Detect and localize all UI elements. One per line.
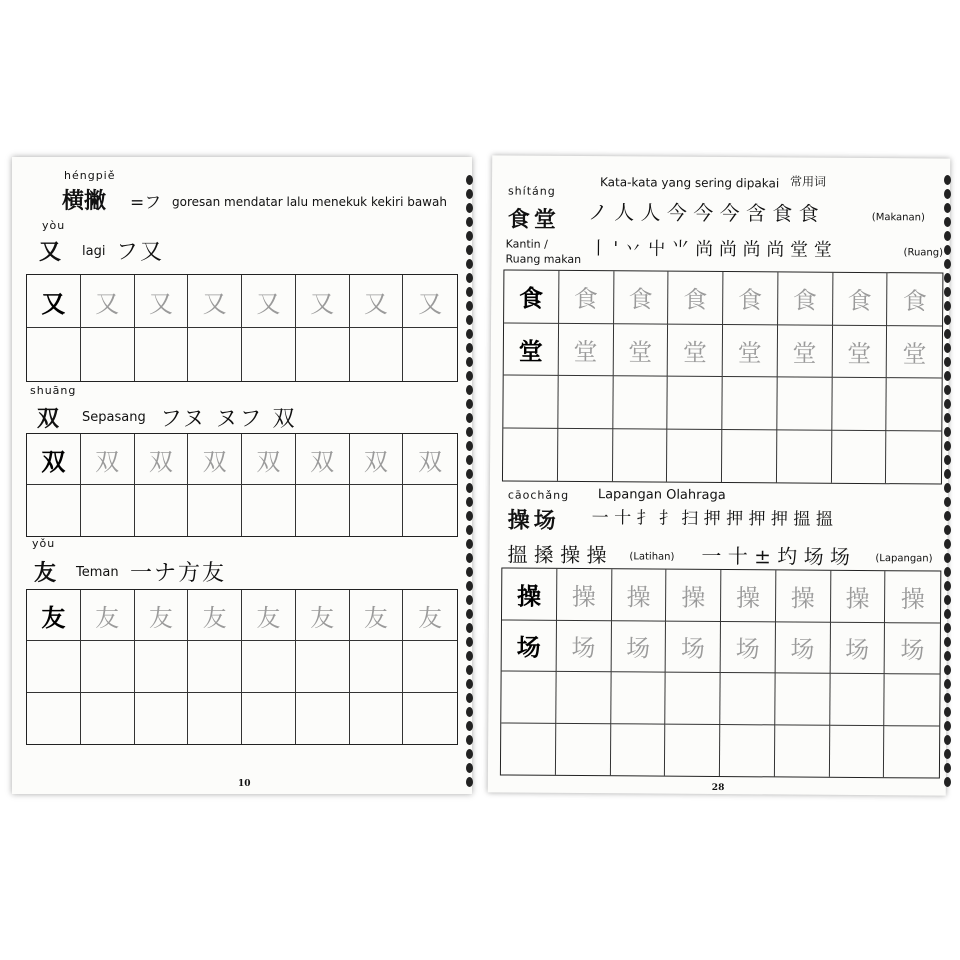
trace-character-cell: 场 (830, 622, 885, 674)
trace-character-cell: 食 (723, 272, 778, 325)
word-stroke-order: ノ 人 人 今 今 今 含 食 食 (587, 200, 819, 226)
empty-practice-cell (350, 693, 404, 744)
spiral-ring (466, 637, 473, 647)
empty-practice-cell (722, 377, 777, 430)
word-pinyin: shítáng (507, 184, 556, 198)
word-stroke-order: 丨 ' 丷 屮 ⺌ 尚 尚 尚 尚 堂 堂 (589, 238, 832, 261)
spiral-ring (466, 469, 473, 479)
empty-practice-cell (667, 429, 722, 482)
spiral-ring (944, 413, 951, 423)
spiral-ring (944, 273, 951, 283)
spiral-ring (944, 539, 951, 549)
spiral-ring (466, 679, 473, 689)
empty-practice-cell (558, 428, 613, 481)
empty-practice-cell (81, 641, 135, 692)
empty-practice-cell (242, 485, 296, 536)
spiral-ring (944, 385, 951, 395)
spiral-ring (466, 777, 473, 787)
spiral-ring (944, 735, 951, 745)
empty-practice-cell (830, 674, 885, 726)
empty-practice-cell (777, 377, 832, 430)
trace-character-cell: 双 (188, 434, 242, 485)
empty-practice-cell (188, 641, 242, 692)
trace-character-cell: 又 (135, 275, 189, 328)
trace-character-cell: 操 (557, 569, 612, 621)
right-workbook-page (488, 155, 950, 795)
empty-practice-cell (81, 693, 135, 744)
spiral-ring (944, 679, 951, 689)
trace-character-cell: 又 (81, 275, 135, 328)
left-workbook-page (12, 157, 472, 794)
trace-character-cell: 又 (403, 275, 457, 328)
empty-practice-cell (720, 725, 775, 777)
trace-character-cell: 双 (403, 434, 457, 485)
page-heading: Kata-kata yang sering dipakai (599, 175, 780, 191)
trace-character-cell: 又 (188, 275, 242, 328)
spiral-ring (466, 175, 473, 185)
spiral-ring (466, 693, 473, 703)
spiral-ring (944, 189, 951, 199)
page-heading-chinese: 常用词 (790, 174, 827, 189)
trace-character-cell: 双 (350, 434, 404, 485)
spiral-ring (466, 749, 473, 759)
trace-character-cell: 场 (666, 621, 721, 673)
empty-practice-cell (403, 693, 457, 744)
spiral-ring (944, 581, 951, 591)
trace-character-cell: 操 (776, 570, 831, 622)
entry-hanzi: 又 (39, 239, 62, 265)
word-hanzi: 食堂 (507, 206, 560, 233)
spiral-ring (466, 623, 473, 633)
spiral-ring (466, 189, 473, 199)
empty-practice-cell (135, 693, 189, 744)
spiral-ring (466, 763, 473, 773)
spiral-ring (466, 553, 473, 563)
spiral-ring (944, 553, 951, 563)
empty-practice-cell (135, 328, 189, 381)
trace-character-cell: 又 (242, 275, 296, 328)
trace-character-cell: 堂 (777, 325, 832, 378)
spiral-ring (944, 455, 951, 465)
empty-practice-cell (350, 641, 404, 692)
spiral-ring (466, 609, 473, 619)
spiral-ring (944, 399, 951, 409)
spiral-ring (944, 721, 951, 731)
spiral-ring (944, 525, 951, 535)
entry-hanzi: 双 (37, 406, 60, 432)
trace-character-cell: 堂 (832, 325, 887, 378)
entry-meaning: lagi (82, 244, 106, 259)
spiral-ring (944, 483, 951, 493)
empty-practice-cell (27, 328, 81, 381)
empty-practice-cell (296, 693, 350, 744)
empty-practice-cell (81, 485, 135, 536)
spiral-ring (944, 637, 951, 647)
empty-practice-cell (296, 641, 350, 692)
entry-meaning: Teman (76, 565, 119, 580)
empty-practice-cell (831, 430, 886, 483)
trace-character-cell: 又 (350, 275, 404, 328)
empty-practice-cell (720, 673, 775, 725)
empty-practice-cell (403, 328, 457, 381)
stroke-hanzi: 横撇 (62, 188, 107, 214)
trace-character-cell: 场 (721, 622, 776, 674)
model-character-cell: 食 (504, 270, 559, 323)
word-stroke-note: (Makanan) (871, 212, 925, 224)
practice-grid (502, 269, 943, 484)
entry-pinyin: shuāng (30, 384, 77, 397)
empty-practice-cell (135, 641, 189, 692)
practice-grid (26, 589, 458, 745)
empty-practice-cell (556, 672, 611, 724)
empty-practice-cell (27, 693, 81, 744)
spiral-ring (944, 357, 951, 367)
trace-character-cell: 堂 (558, 323, 613, 376)
spiral-ring (466, 329, 473, 339)
empty-practice-cell (665, 724, 720, 776)
trace-character-cell: 友 (242, 590, 296, 641)
spiral-ring (466, 287, 473, 297)
spiral-ring (944, 707, 951, 717)
spiral-ring (466, 539, 473, 549)
spiral-ring (944, 329, 951, 339)
page-number: 28 (711, 782, 725, 794)
spiral-ring (466, 427, 473, 437)
spiral-ring (466, 651, 473, 661)
spiral-ring (944, 777, 951, 787)
spiral-ring (944, 371, 951, 381)
trace-character-cell: 食 (668, 272, 723, 325)
trace-character-cell: 操 (721, 570, 776, 622)
spiral-ring (466, 511, 473, 521)
practice-grid (26, 274, 458, 382)
spiral-ring (466, 707, 473, 717)
empty-practice-cell (612, 429, 667, 482)
empty-practice-cell (775, 673, 830, 725)
trace-character-cell: 友 (296, 590, 350, 641)
spiral-ring (944, 217, 951, 227)
entry-stroke-order: 一ナ方友 (130, 561, 227, 586)
trace-character-cell: 堂 (613, 324, 668, 377)
spiral-ring (466, 483, 473, 493)
spiral-ring (944, 623, 951, 633)
empty-practice-cell (501, 723, 556, 775)
spiral-ring (944, 609, 951, 619)
spiral-ring (466, 231, 473, 241)
spiral-ring (944, 595, 951, 605)
empty-practice-cell (188, 328, 242, 381)
spiral-ring (466, 497, 473, 507)
word-stroke-note: (Lapangan) (875, 553, 933, 565)
model-character-cell: 场 (502, 620, 557, 672)
entry-meaning: Sepasang (82, 410, 146, 425)
empty-practice-cell (81, 328, 135, 381)
trace-character-cell: 场 (611, 621, 666, 673)
trace-character-cell: 操 (885, 571, 940, 623)
spiral-ring (466, 371, 473, 381)
entry-stroke-order: フヌ ヌフ 双 (160, 407, 297, 432)
spiral-ring (944, 665, 951, 675)
trace-character-cell: 双 (81, 434, 135, 485)
empty-practice-cell (666, 673, 721, 725)
empty-practice-cell (403, 641, 457, 692)
spiral-ring (466, 315, 473, 325)
empty-practice-cell (503, 375, 558, 428)
trace-character-cell: 操 (830, 571, 885, 623)
empty-practice-cell (27, 641, 81, 692)
trace-character-cell: 操 (666, 570, 721, 622)
spiral-ring (944, 427, 951, 437)
spiral-ring (466, 525, 473, 535)
spiral-ring (466, 413, 473, 423)
spiral-ring (944, 497, 951, 507)
spiral-ring (944, 567, 951, 577)
spiral-ring (944, 301, 951, 311)
empty-practice-cell (350, 485, 404, 536)
word-stroke-order: 搵 搡 操 操 (507, 542, 607, 568)
empty-practice-cell (775, 725, 830, 777)
empty-practice-cell (403, 485, 457, 536)
spiral-ring (466, 217, 473, 227)
spiral-ring (466, 273, 473, 283)
spiral-ring (466, 203, 473, 213)
trace-character-cell: 友 (188, 590, 242, 641)
spiral-ring (944, 441, 951, 451)
empty-practice-cell (296, 328, 350, 381)
entry-pinyin: yǒu (32, 537, 56, 550)
trace-character-cell: 食 (614, 271, 669, 324)
empty-practice-cell (887, 378, 942, 431)
spiral-ring (944, 175, 951, 185)
empty-practice-cell (829, 725, 884, 777)
entry-hanzi: 友 (34, 560, 57, 586)
model-character-cell: 双 (27, 434, 81, 485)
empty-practice-cell (777, 430, 832, 483)
spiral-ring (466, 455, 473, 465)
spiral-ring (466, 581, 473, 591)
spiral-ring (944, 245, 951, 255)
empty-practice-cell (886, 431, 941, 484)
spiral-ring (466, 343, 473, 353)
word-pinyin: cāochǎng (507, 488, 570, 502)
spiral-ring (466, 301, 473, 311)
entry-stroke-order: フ又 (116, 240, 165, 265)
spiral-ring (944, 749, 951, 759)
spiral-ring (944, 469, 951, 479)
empty-practice-cell (884, 726, 939, 778)
spiral-ring (944, 511, 951, 521)
spiral-ring (466, 385, 473, 395)
empty-practice-cell (668, 377, 723, 430)
empty-practice-cell (242, 328, 296, 381)
model-character-cell: 又 (27, 275, 81, 328)
word-stroke-note: (Ruang) (903, 247, 944, 259)
spiral-ring (466, 259, 473, 269)
empty-practice-cell (611, 672, 666, 724)
trace-character-cell: 场 (885, 623, 940, 675)
trace-character-cell: 食 (778, 272, 833, 325)
empty-practice-cell (501, 671, 556, 723)
empty-practice-cell (885, 674, 940, 726)
empty-practice-cell (135, 485, 189, 536)
stroke-description: goresan mendatar lalu menekuk kekiri bawah (172, 195, 447, 209)
empty-practice-cell (188, 693, 242, 744)
trace-character-cell: 双 (242, 434, 296, 485)
empty-practice-cell (832, 378, 887, 431)
empty-practice-cell (503, 428, 558, 481)
empty-practice-cell (558, 376, 613, 429)
spiral-ring (466, 595, 473, 605)
trace-character-cell: 堂 (723, 325, 778, 378)
model-character-cell: 友 (27, 590, 81, 641)
trace-character-cell: 友 (81, 590, 135, 641)
spiral-ring (466, 357, 473, 367)
trace-character-cell: 堂 (887, 326, 942, 379)
spiral-ring (466, 721, 473, 731)
spiral-ring (466, 567, 473, 577)
empty-practice-cell (27, 485, 81, 536)
word-meaning: Kantin / (505, 237, 548, 251)
trace-character-cell: 友 (350, 590, 404, 641)
spiral-ring (944, 343, 951, 353)
trace-character-cell: 食 (887, 273, 942, 326)
trace-character-cell: 食 (559, 271, 614, 324)
spiral-ring (944, 287, 951, 297)
trace-character-cell: 又 (296, 275, 350, 328)
word-meaning: Lapangan Olahraga (597, 487, 726, 504)
trace-character-cell: 友 (135, 590, 189, 641)
spiral-ring (944, 693, 951, 703)
spiral-ring (466, 441, 473, 451)
spiral-ring (944, 259, 951, 269)
spiral-ring (944, 231, 951, 241)
empty-practice-cell (242, 693, 296, 744)
trace-character-cell: 操 (611, 569, 666, 621)
empty-practice-cell (610, 724, 665, 776)
stroke-equals: =フ (130, 193, 162, 213)
spiral-ring (944, 315, 951, 325)
empty-practice-cell (556, 723, 611, 775)
word-meaning-2: Ruang makan (505, 252, 582, 267)
empty-practice-cell (188, 485, 242, 536)
model-character-cell: 堂 (504, 323, 559, 376)
trace-character-cell: 食 (833, 273, 888, 326)
practice-grid (500, 567, 941, 778)
trace-character-cell: 双 (135, 434, 189, 485)
trace-character-cell: 友 (403, 590, 457, 641)
empty-practice-cell (350, 328, 404, 381)
trace-character-cell: 堂 (668, 324, 723, 377)
spiral-ring (944, 203, 951, 213)
word-hanzi: 操场 (507, 507, 560, 534)
spiral-ring (944, 651, 951, 661)
spiral-ring (466, 245, 473, 255)
spiral-ring (944, 763, 951, 773)
word-stroke-note: (Latihan) (629, 551, 675, 563)
page-number: 10 (238, 779, 251, 789)
word-stroke-order: 一 十 扌 扌 扫 押 押 押 押 搵 搵 (591, 508, 833, 530)
word-stroke-order: 一 十 ± 圴 场 场 (701, 543, 851, 569)
trace-character-cell: 双 (296, 434, 350, 485)
spiral-ring (466, 399, 473, 409)
stroke-pinyin: héngpiě (64, 169, 116, 182)
trace-character-cell: 场 (556, 620, 611, 672)
empty-practice-cell (722, 430, 777, 483)
empty-practice-cell (613, 376, 668, 429)
empty-practice-cell (242, 641, 296, 692)
entry-pinyin: yòu (42, 219, 66, 232)
practice-grid (26, 433, 458, 537)
spiral-ring (466, 665, 473, 675)
trace-character-cell: 场 (775, 622, 830, 674)
model-character-cell: 操 (502, 568, 557, 620)
spiral-ring (466, 735, 473, 745)
empty-practice-cell (296, 485, 350, 536)
